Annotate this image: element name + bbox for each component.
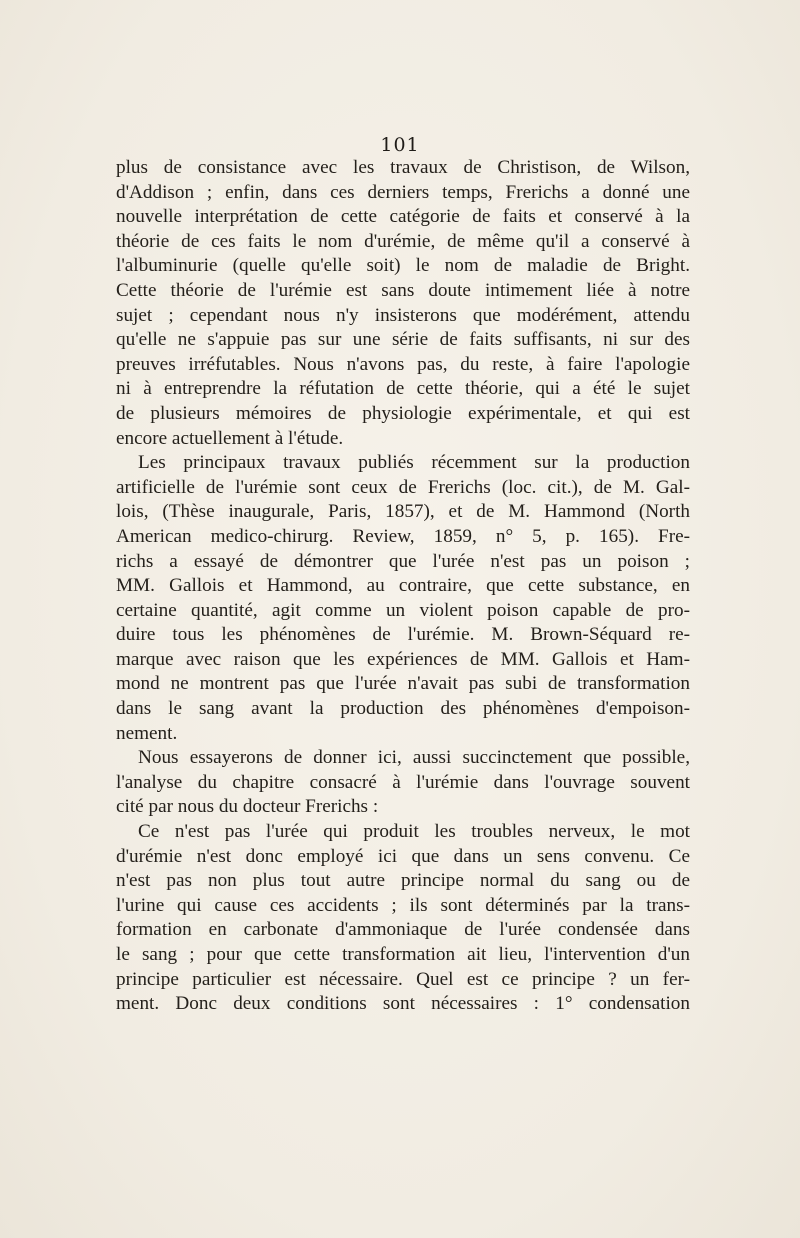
paragraph-3 [116, 746, 690, 820]
text-line: dans le sang avant la production des phénomènes d'empoison- [116, 698, 690, 720]
text-line: nement. [116, 722, 178, 744]
text-line: richs a essayé de démontrer que l'urée n'est pas un poison ; [116, 550, 690, 572]
text-line: n'est pas non plus tout autre principe normal du sang ou de [116, 870, 690, 892]
text-line: Les principaux travaux publiés récemment sur la production [138, 452, 690, 474]
paragraph-1 [116, 156, 690, 451]
text-line: lois, (Thèse inaugurale, Paris, 1857), et de M. Hammond (North [116, 501, 690, 523]
text-line: plus de consistance avec les travaux de Christison, de Wilson, [116, 157, 690, 178]
text-line: de plusieurs mémoires de physiologie expérimentale, et qui est [116, 402, 690, 424]
text-line: Cette théorie de l'urémie est sans doute intimement liée à notre [116, 279, 690, 301]
paragraph-4 [116, 820, 690, 1017]
text-line: l'analyse du chapitre consacré à l'urémie dans l'ouvrage souvent [116, 771, 690, 793]
page-number: 101 [380, 134, 420, 156]
text-line: l'albuminurie (quelle qu'elle soit) le nom de maladie de Bright. [116, 255, 690, 277]
text-line: d'urémie n'est donc employé ici que dans un sens convenu. Ce [116, 845, 690, 867]
text-line: American medico-chirurg. Review, 1859, n° 5, p. 165). Fre- [116, 525, 690, 547]
text-line: l'urine qui cause ces accidents ; ils sont déterminés par la trans- [116, 894, 690, 916]
text-line: cité par nous du docteur Frerichs : [116, 796, 379, 818]
text-line: certaine quantité, agit comme un violent poison capable de pro- [116, 599, 690, 621]
text-line: le sang ; pour que cette transformation ait lieu, l'intervention d'un [116, 944, 690, 965]
text-line: qu'elle ne s'appuie pas sur une série de faits suffisants, ni sur des [116, 329, 690, 351]
text-line: artificielle de l'urémie sont ceux de Frerichs (loc. cit.), de M. Gal- [116, 476, 690, 498]
text-line: MM. Gallois et Hammond, au contraire, que cette substance, en [116, 575, 690, 597]
paragraph-2 [116, 451, 690, 746]
text-line: sujet ; cependant nous n'y insisterons que modérément, attendu [116, 304, 690, 326]
text-line: formation en carbonate d'ammoniaque de l'urée condensée dans [116, 919, 690, 941]
text-line: encore actuellement à l'étude. [116, 427, 344, 449]
text-line: preuves irréfutables. Nous n'avons pas, du reste, à faire l'apologie [116, 353, 690, 375]
text-line: ni à entreprendre la réfutation de cette théorie, qui a été le sujet [116, 378, 690, 400]
text-line: Nous essayerons de donner ici, aussi succinctement que possible, [138, 747, 690, 769]
text-line: d'Addison ; enfin, dans ces derniers temps, Frerichs a donné une [116, 181, 690, 203]
text-line: ment. Donc deux conditions sont nécessaires : 1° condensation [116, 993, 690, 1015]
text-line: Ce n'est pas l'urée qui produit les troubles nerveux, le mot [138, 821, 690, 843]
text-line: marque avec raison que les expériences de MM. Gallois et Ham- [116, 648, 690, 670]
body-text [116, 156, 690, 1017]
text-line: duire tous les phénomènes de l'urémie. M. Brown-Séquard re- [116, 624, 690, 646]
text-line: nouvelle interprétation de cette catégorie de faits et conservé à la [116, 206, 690, 228]
text-line: principe particulier est nécessaire. Quel est ce principe ? un fer- [116, 968, 690, 990]
text-line: théorie de ces faits le nom d'urémie, de même qu'il a conservé à [116, 230, 690, 252]
text-line: mond ne montrent pas que l'urée n'avait pas subi de transformation [116, 673, 690, 695]
